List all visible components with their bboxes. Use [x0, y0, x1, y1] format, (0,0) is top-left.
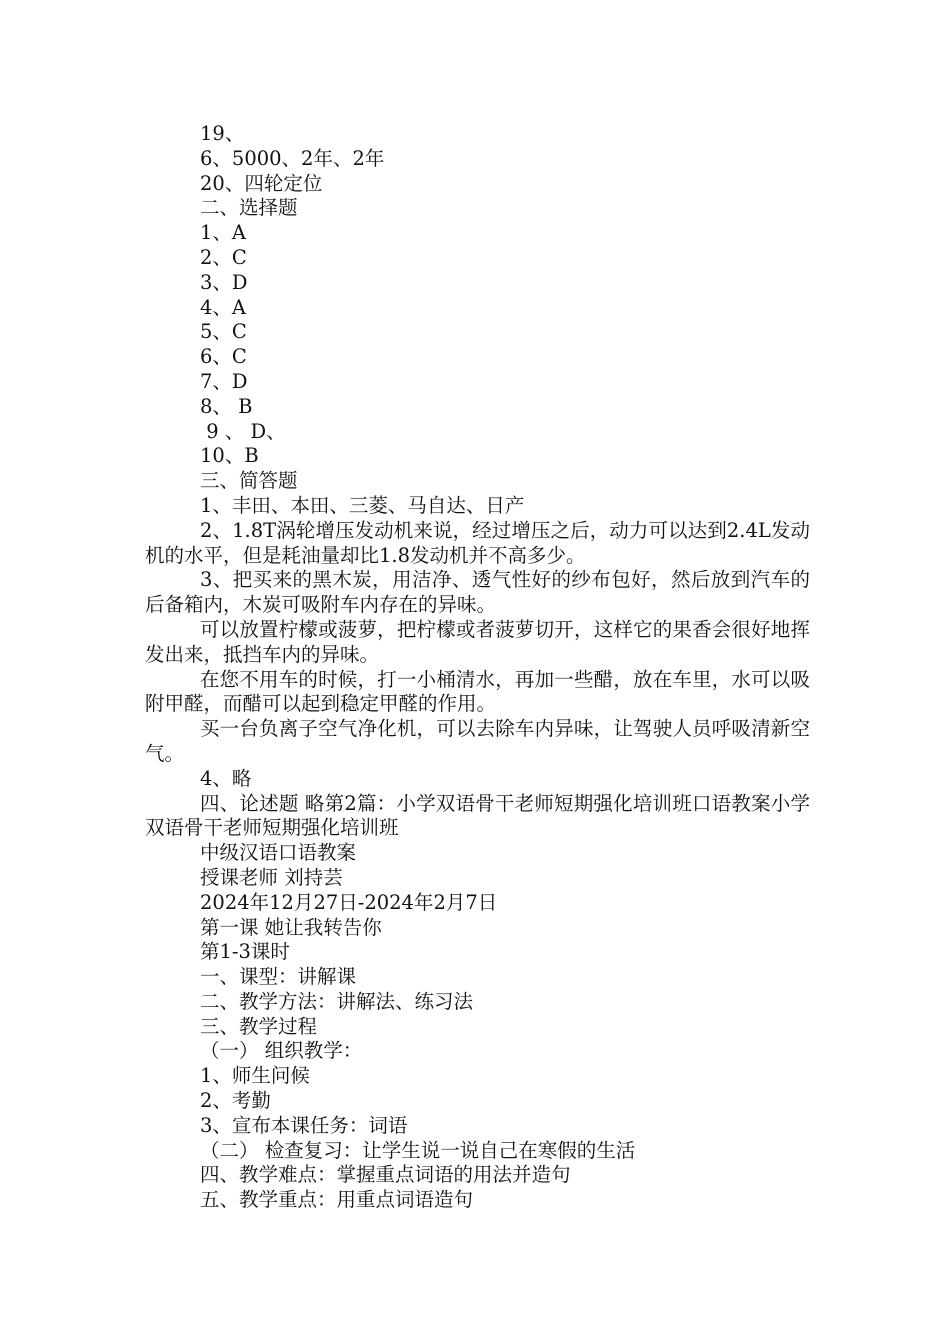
essay-paragraph: 四、论述题 略第2篇：小学双语骨干老师短期强化培训班口语教案小学双语骨干老师短期强化培训班: [145, 791, 810, 840]
answer-line: 7、D: [200, 369, 248, 393]
plan-line: 一、课型：讲解课: [200, 965, 357, 989]
class-hours: 第1-3课时: [200, 940, 290, 964]
body-paragraph: 可以放置柠檬或菠萝，把柠檬或者菠萝切开，这样它的果香会很好地挥发出来，抵挡车内的异味。: [145, 617, 810, 666]
plan-line: 三、教学过程: [200, 1014, 318, 1038]
body-paragraph: 在您不用车的时候，打一小桶清水，再加一些醋，放在车里，水可以吸附甲醛，而醋可以起到稳定甲醛的作用。: [145, 667, 810, 716]
body-paragraph: 2、1.8T涡轮增压发动机来说，经过增压之后，动力可以达到2.4L发动机的水平，但是耗油量却比1.8发动机并不高多少。: [145, 518, 810, 567]
answer-line: 5、C: [200, 320, 247, 344]
plan-line: 2、考勤: [200, 1089, 271, 1113]
answer-line: 1、丰田、本田、三菱、马自达、日产: [200, 493, 525, 517]
answer-line: 6、5000、2年、2年: [200, 146, 385, 170]
answer-line: 4、略: [200, 766, 252, 790]
answer-line: 4、A: [200, 295, 246, 319]
document-page: [145, 122, 810, 1213]
lesson-heading: 第一课 她让我转告你: [200, 915, 382, 939]
answer-line: 3、D: [200, 270, 248, 294]
plan-line: （一） 组织教学：: [200, 1039, 363, 1063]
answer-line: 10、B: [200, 444, 259, 468]
answer-line: 8、 B: [200, 394, 253, 418]
section-heading: 三、简答题: [200, 469, 298, 493]
section-heading: 二、选择题: [200, 196, 298, 220]
plan-line: 四、教学难点：掌握重点词语的用法并造句: [200, 1163, 571, 1187]
answer-line: 1、A: [200, 221, 246, 245]
answer-line: 6、C: [200, 345, 247, 369]
body-paragraph: 3、把买来的黑木炭，用洁净、透气性好的纱布包好，然后放到汽车的后备箱内，木炭可吸附车内存在的异味。: [145, 568, 810, 617]
body-paragraph: 买一台负离子空气净化机，可以去除车内异味，让驾驶人员呼吸清新空气。: [145, 717, 810, 765]
plan-line: 1、师生问候: [200, 1064, 310, 1088]
teacher-line: 授课老师 刘持芸: [200, 865, 343, 889]
answer-line: 9 、 D、: [200, 419, 286, 443]
plan-line: （二） 检查复习：让学生说一说自己在寒假的生活: [200, 1138, 636, 1162]
answer-line: 19、: [200, 122, 245, 145]
answer-line: 2、C: [200, 245, 247, 269]
date-range: 2024年12月27日-2024年2月7日: [200, 890, 498, 914]
plan-line: 3、宣布本课任务：词语: [200, 1113, 408, 1137]
lesson-title: 中级汉语口语教案: [200, 841, 357, 865]
plan-line: 五、教学重点：用重点词语造句: [200, 1188, 474, 1212]
answer-line: 20、四轮定位: [200, 171, 323, 195]
plan-line: 二、教学方法：讲解法、练习法: [200, 989, 474, 1013]
